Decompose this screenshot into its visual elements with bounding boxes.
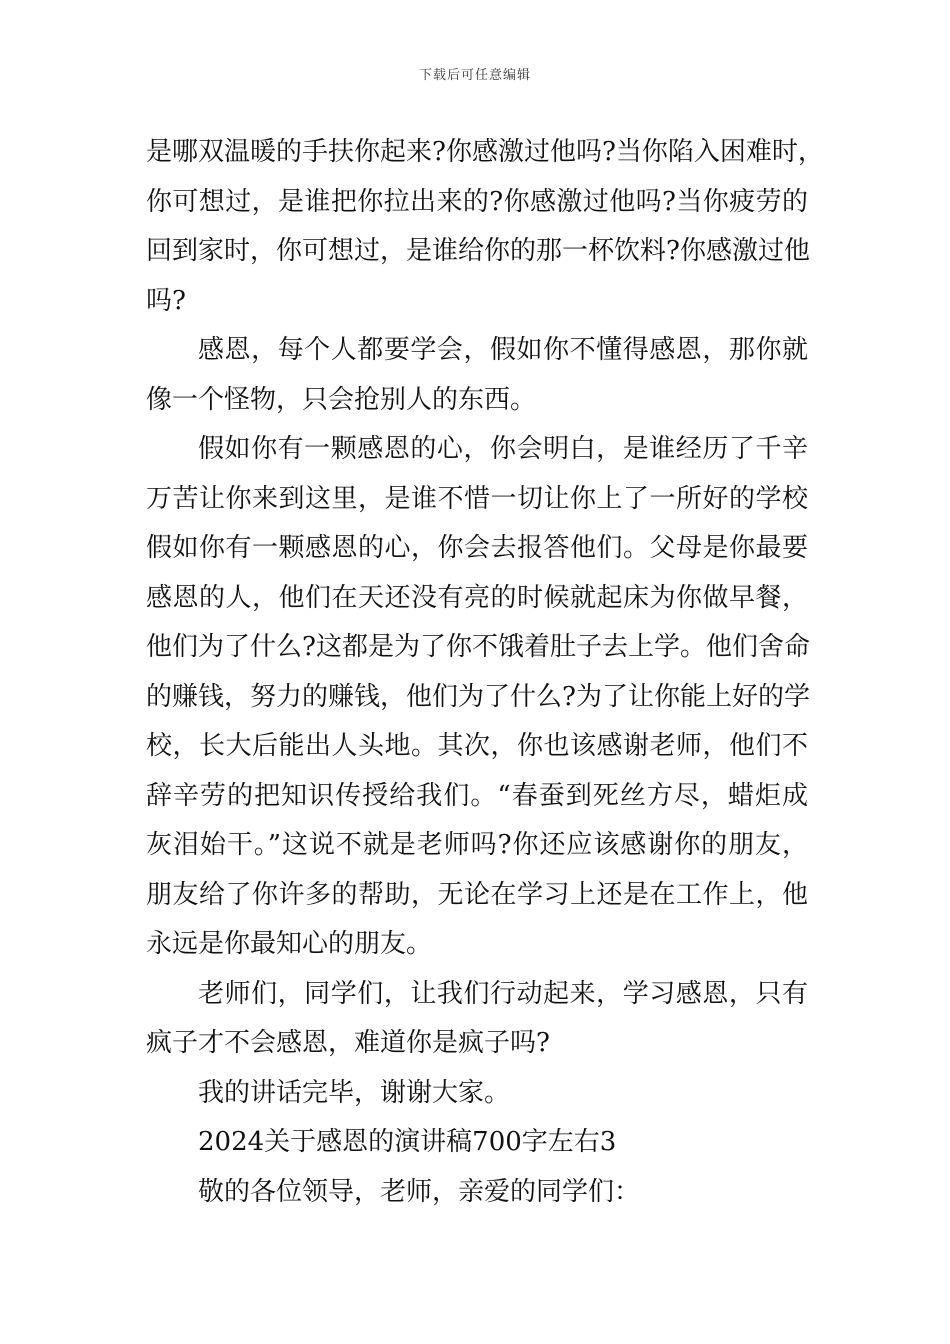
- text-line: 你可想过，是谁把你拉出来的?你感激过他吗?当你疲劳的: [146, 186, 808, 217]
- text-line: 回到家时，你可想过，是谁给你的那一杯饮料?你感激过他: [146, 236, 810, 266]
- text-line: 校，长大后能出人头地。其次，你也该感谢老师，他们不: [146, 731, 808, 761]
- text-line: 他们为了什么?这都是为了你不饿着肚子去上学。他们舍命: [146, 632, 810, 662]
- text-line: 永远是你最知心的朋友。: [146, 929, 433, 959]
- text-line: 假如你有一颗感恩的心，你会去报答他们。父母是你最要: [146, 533, 808, 563]
- paragraph-start: 我的讲话完毕，谢谢大家。: [198, 1077, 511, 1108]
- document-body: [146, 128, 824, 1217]
- paragraph-start: 感恩，每个人都要学会，假如你不懂得感恩，那你就: [198, 335, 808, 365]
- paragraph-start: 老师们，同学们，让我们行动起来，学习感恩，只有: [198, 978, 808, 1009]
- section-title: 2024关于感恩的演讲稿700字左右3: [198, 1127, 617, 1157]
- text-line: 像一个怪物，只会抢别人的东西。: [146, 384, 537, 415]
- salutation: 敬的各位领导，老师，亲爱的同学们：: [198, 1176, 641, 1207]
- paragraph-start: 假如你有一颗感恩的心，你会明白，是谁经历了千辛: [198, 434, 808, 464]
- text-line: 辞辛劳的把知识传授给我们。“春蚕到死丝方尽，蜡炬成: [146, 780, 808, 811]
- text-line: 疯子才不会感恩，难道你是疯子吗?: [146, 1028, 550, 1058]
- text-line: 的赚钱，努力的赚钱，他们为了什么?为了让你能上好的学: [146, 681, 810, 712]
- text-line: 万苦让你来到这里，是谁不惜一切让你上了一所好的学校: [146, 483, 808, 514]
- text-line: 朋友给了你许多的帮助，无论在学习上还是在工作上，他: [146, 879, 808, 910]
- text-line: 吗?: [146, 285, 186, 316]
- text-line: 灰泪始干。”这说不就是老师吗?你还应该感谢你的朋友，: [146, 830, 808, 860]
- page-header: 下载后可任意编辑: [418, 68, 531, 83]
- text-line: 是哪双温暖的手扶你起来?你感激过他吗?当你陷入困难时，: [146, 137, 824, 167]
- text-line: 感恩的人，他们在天还没有亮的时候就起床为你做早餐，: [146, 582, 808, 613]
